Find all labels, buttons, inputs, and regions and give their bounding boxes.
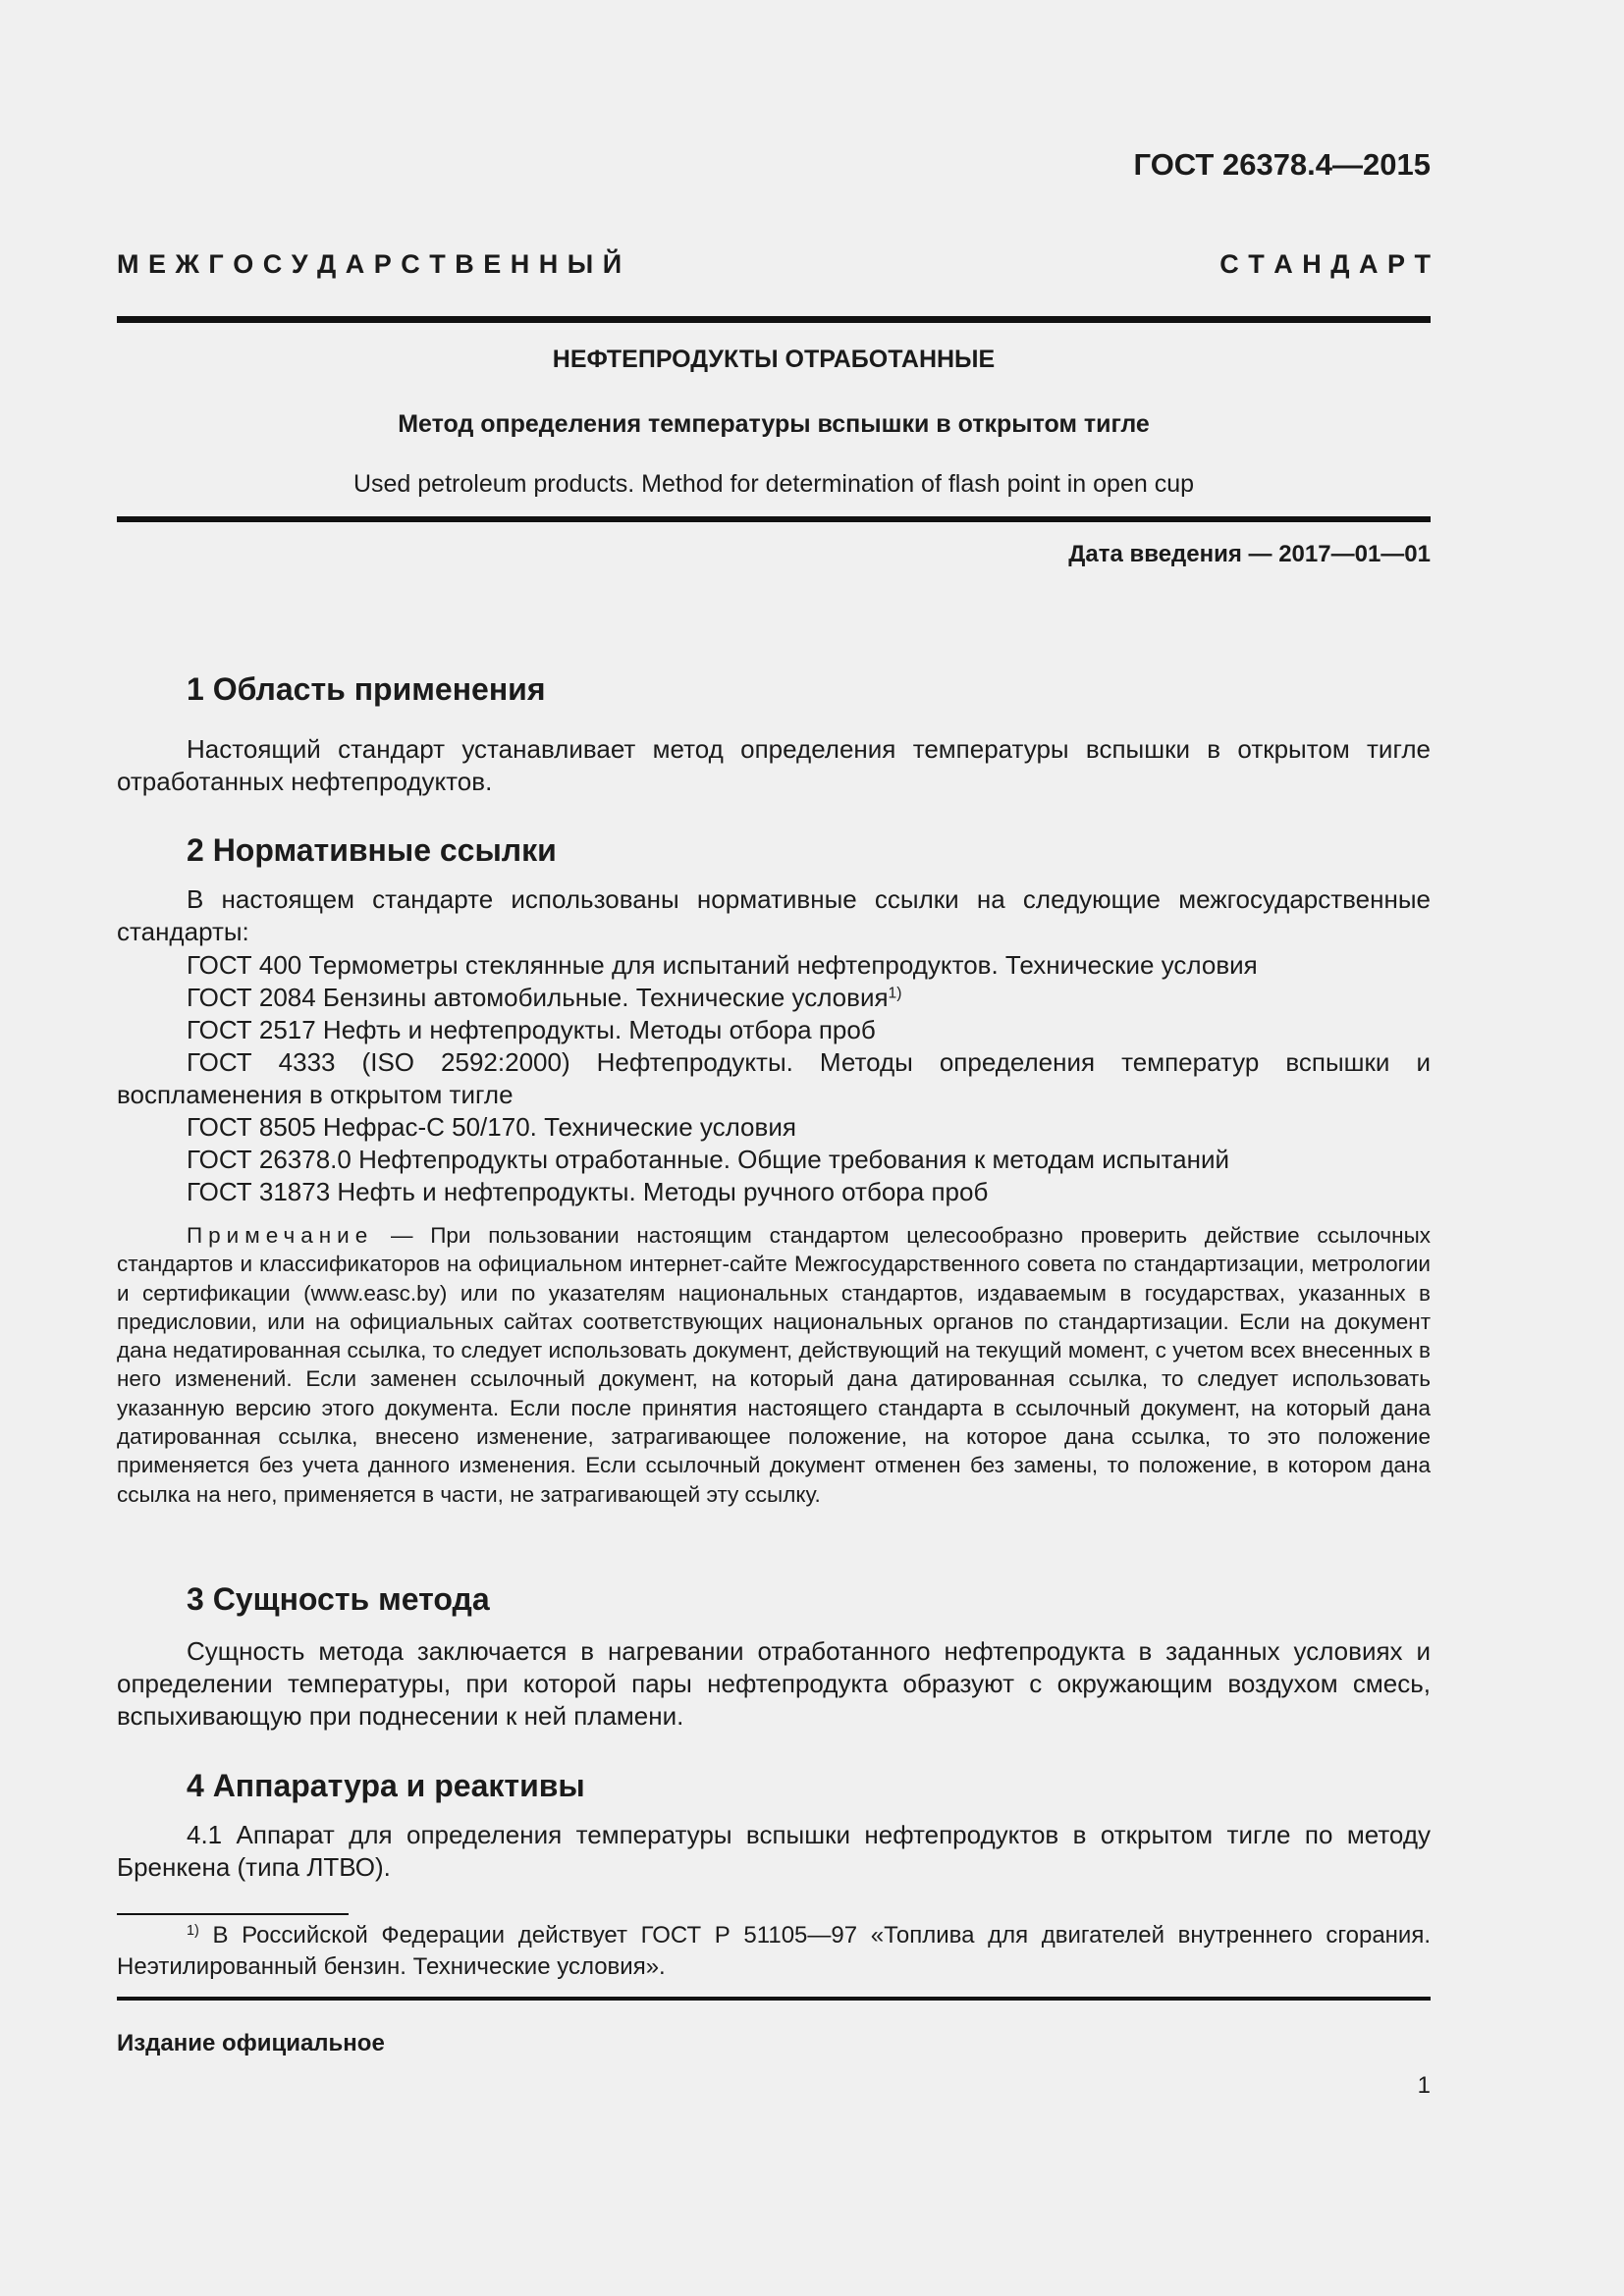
top-thick-rule bbox=[117, 316, 1431, 323]
ref-gost-4333: ГОСТ 4333 (ISO 2592:2000) Нефтепродукты. Методы определения температур вспышки и воспламенения в открытом тигле bbox=[117, 1047, 1431, 1109]
doc-number: ГОСТ 26378.4—2015 bbox=[1133, 147, 1431, 182]
footnote bbox=[117, 1920, 1431, 1983]
title-english: Used petroleum products. Method for determination of flash point in open cup bbox=[352, 470, 1195, 498]
ref-gost-26378-0: ГОСТ 26378.0 Нефтепродукты отработанные. Общие требования к методам испытаний bbox=[187, 1145, 1230, 1174]
title-subtitle: Метод определения температуры вспышки в открытом тигле bbox=[398, 410, 1150, 438]
section2-intro: В настоящем стандарте использованы нормативные ссылки на следующие межгосударственные стандарты: bbox=[117, 884, 1431, 946]
ref-gost-31873: ГОСТ 31873 Нефть и нефтепродукты. Методы ручного отбора проб bbox=[187, 1177, 989, 1206]
ref-gost-2084 bbox=[187, 982, 1431, 1014]
footnote-ref-mark: 1) bbox=[888, 985, 902, 1002]
section2-heading: 2 Нормативные ссылки bbox=[187, 832, 557, 868]
section1-heading: 1 Область применения bbox=[187, 671, 546, 707]
ref-gost-2084-text: ГОСТ 2084 Бензины автомобильные. Технические условия bbox=[187, 983, 889, 1012]
section3-text: Сущность метода заключается в нагревании отработанного нефтепродукта в заданных условиях и определении температуры, при которой пары нефтепродукта образуют с окружающим воздухом смесь, вспыхивающую при поднесении к ней пламени. bbox=[117, 1636, 1431, 1731]
footnote-mark: 1) bbox=[187, 1923, 199, 1940]
edition-label: Издание официальное bbox=[117, 2030, 385, 2056]
note-block bbox=[117, 1221, 1431, 1509]
standard-type-left: М Е Ж Г О С У Д А Р С Т В Е Н Н Ы Й bbox=[117, 249, 623, 279]
note-text: — При пользовании настоящим стандартом целесообразно проверить действие ссылочных стандартов и классификаторов на официальном интернет-сайте Межгосударственного совета по стандартизации, метрологии и сертификации (www.easc.by) или по указателям национальных стандартов, издаваемым в государствах, указанных в предисловии, или на официальных сайтах соответствующих национальных органов по стандартизации. Если на документ дана недатированная ссылка, то следует использовать документ, действующий на текущий момент, с учетом всех внесенных в него изменений. Если заменен ссылочный документ, на который дана датированная ссылка, то следует использовать указанную версию этого документа. Если после принятия настоящего стандарта в ссылочный документ, на который дана датированная ссылка, внесено изменение, затрагивающее положение, на которое дана ссылка, то это положение применяется без учета данного изменения. Если ссылочный документ отменен без замены, то положение, в котором дана ссылка на него, применяется в части, не затрагивающей эту ссылку. bbox=[117, 1223, 1431, 1507]
section4-text: 4.1 Аппарат для определения температуры вспышки нефтепродуктов в открытом тигле по методу Бренкена (типа ЛТВО). bbox=[117, 1820, 1431, 1882]
ref-gost-2517: ГОСТ 2517 Нефть и нефтепродукты. Методы отбора проб bbox=[187, 1015, 876, 1044]
effective-date: Дата введения — 2017—01—01 bbox=[1068, 541, 1431, 567]
page-number: 1 bbox=[1417, 2072, 1431, 2099]
footnote-separator bbox=[117, 1913, 349, 1915]
footer-rule bbox=[117, 1997, 1431, 2001]
note-label: Примечание bbox=[187, 1223, 374, 1248]
section3-heading: 3 Сущность метода bbox=[187, 1581, 490, 1617]
section1-text: Настоящий стандарт устанавливает метод определения температуры вспышки в открытом тигле отработанных нефтепродуктов. bbox=[117, 734, 1431, 796]
footnote-text: В Российской Федерации действует ГОСТ Р 51105—97 «Топлива для двигателей внутреннего сгорания. Неэтилированный бензин. Технические условия». bbox=[117, 1922, 1431, 1980]
section4-heading: 4 Аппаратура и реактивы bbox=[187, 1768, 585, 1803]
title-main: НЕФТЕПРОДУКТЫ ОТРАБОТАННЫЕ bbox=[552, 346, 996, 373]
ref-gost-8505: ГОСТ 8505 Нефрас-С 50/170. Технические условия bbox=[187, 1112, 796, 1142]
ref-gost-400: ГОСТ 400 Термометры стеклянные для испытаний нефтепродуктов. Технические условия bbox=[187, 950, 1258, 980]
standard-type-right: С Т А Н Д А Р Т bbox=[1219, 249, 1431, 279]
title-bottom-rule bbox=[117, 516, 1431, 522]
